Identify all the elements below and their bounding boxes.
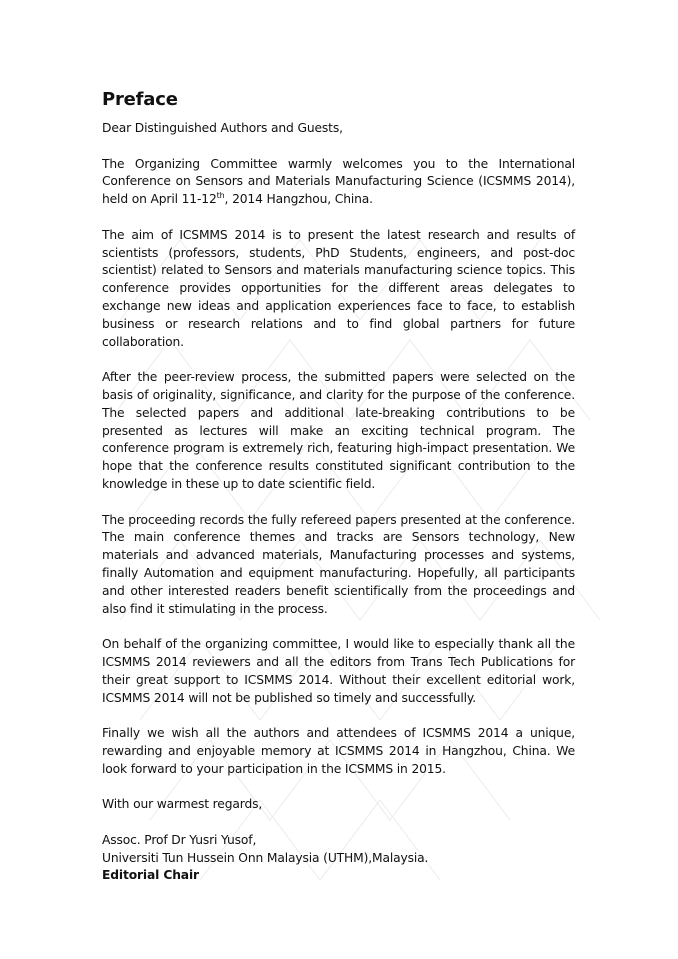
date-superscript: th	[216, 191, 225, 201]
aim-paragraph: The aim of ICSMMS 2014 is to present the latest research and results of scientists (professors, students, PhD Students, engineers, and post-doc scientist) related to Sensors and materials manufacturing science topics. This conference provides opportunities for the different areas delegates to exchange new ideas and application experiences face to face, to establish business or research relations and to find global partners for future collaboration.	[102, 227, 575, 349]
signature-name: Assoc. Prof Dr Yusri Yusof,	[102, 832, 257, 847]
intro-text: The Organizing Committee warmly welcomes you to the International Conference on Sensors and Materials Manufacturing Science (ICSMMS 2014), held on April 11-12	[102, 156, 575, 207]
intro-text-end: , 2014 Hangzhou, China.	[224, 192, 373, 207]
review-paragraph: After the peer-review process, the submitted papers were selected on the basis of originality, significance, and clarity for the purpose of the conference. The selected papers and additional late-breaking contributions to be presented as lectures will make an exciting technical program. The conference program is extremely rich, featuring high-impact presentation. We hope that the conference results constituted significant contribution to the knowledge in these up to date scientific field.	[102, 370, 575, 491]
wishes-paragraph: Finally we wish all the authors and attendees of ICSMMS 2014 a unique, rewarding and enjoyable memory at ICSMMS 2014 in Hangzhou, China. We look forward to your participation in the ICSMMS in 2015.	[102, 726, 575, 776]
page-title: Preface	[102, 89, 178, 110]
intro-paragraph	[102, 156, 575, 209]
proceedings-paragraph: The proceeding records the fully refereed papers presented at the conference. The main conference themes and tracks are Sensors technology, New materials and advanced materials, Manufacturing processes and systems, finally Automation and equipment manufacturing. Hopefully, all participants and other interested readers benefit scientifically from the proceedings and also find it stimulating in the process.	[102, 512, 575, 616]
signature-role: Editorial Chair	[102, 868, 199, 883]
salutation: Dear Distinguished Authors and Guests,	[102, 121, 343, 135]
signature-affiliation: Universiti Tun Hussein Onn Malaysia (UTHM),Malaysia.	[102, 850, 429, 865]
thanks-paragraph: On behalf of the organizing committee, I would like to especially thank all the ICSMMS 2014 reviewers and all the editors from Trans Tech Publications for their great support to ICSMMS 2014. Without their excellent editorial work, ICSMMS 2014 will not be published so timely and successfully.	[102, 637, 575, 705]
closing-line: With our warmest regards,	[102, 797, 263, 812]
preface-page	[102, 88, 575, 885]
